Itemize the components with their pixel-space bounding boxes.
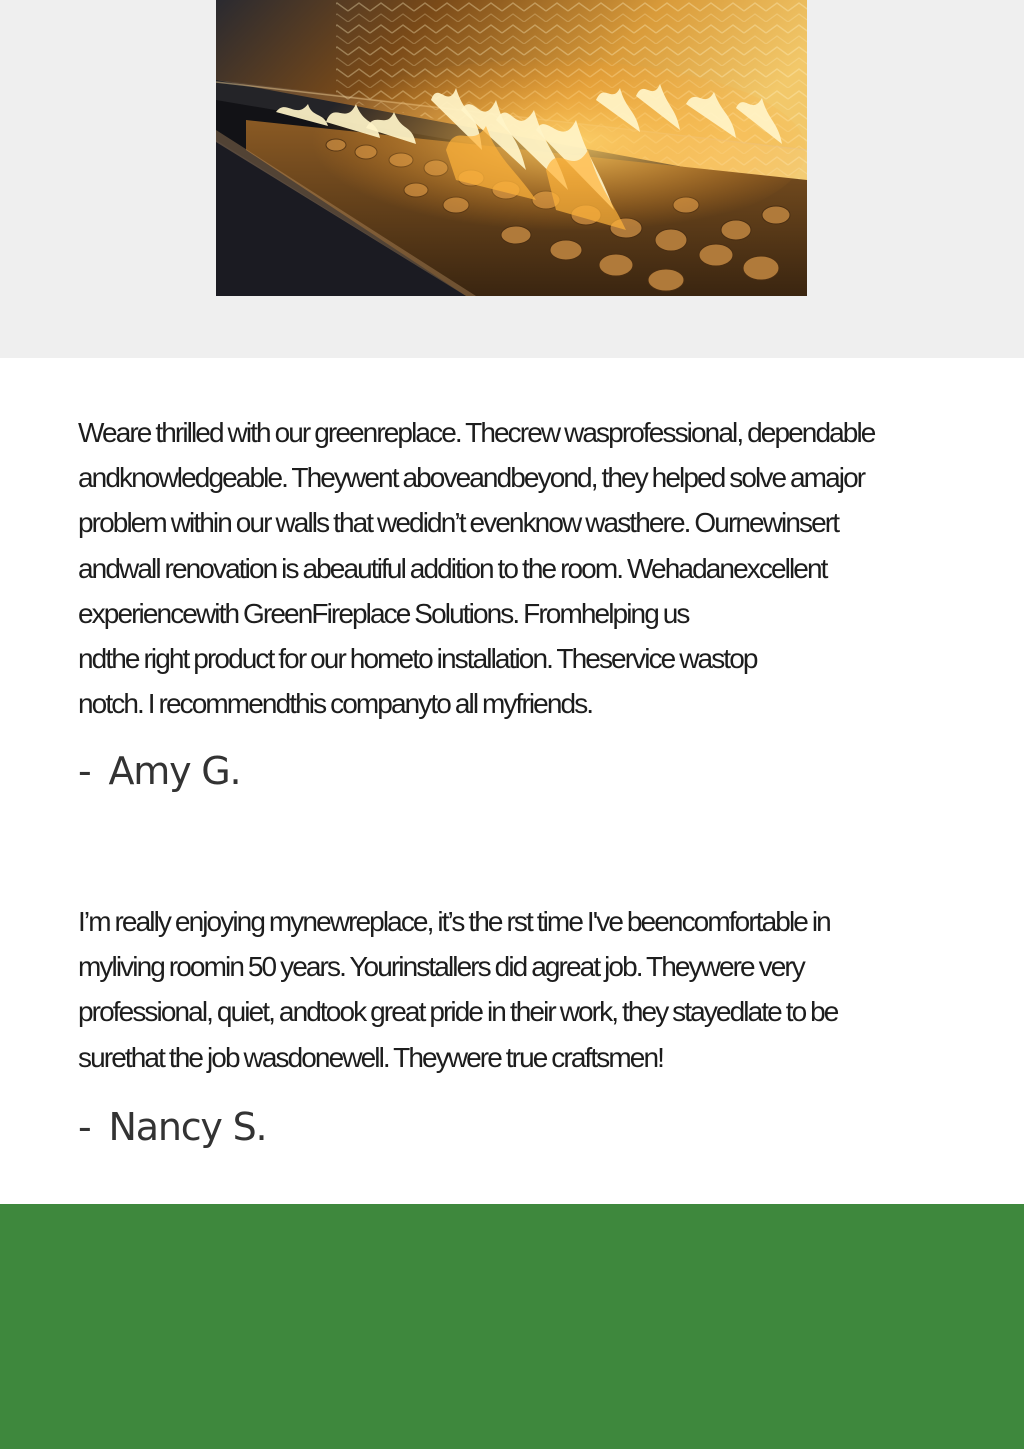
fireplace-photo (216, 0, 807, 296)
testimonial-author-amy (78, 749, 240, 793)
attribution-dash: - (78, 1105, 91, 1149)
testimonial-author-nancy (78, 1105, 266, 1149)
author-name: Nancy S. (108, 1105, 267, 1149)
author-name: Amy G. (108, 749, 241, 793)
testimonial-text-nancy: I’m really enjoying mynewreplace, it’s the rst time I've beencomfortable in myliving roomin 50 years. Yourinstallers did agreat job. Theywere very professional, quiet, andtook great pride in their work, they stayedlate to be surethat the job wasdonewell. Theywere true craftsmen! (78, 906, 838, 1073)
footer-band (0, 1204, 1024, 1449)
testimonial-text-amy: Weare thrilled with our greenreplace. Thecrew wasprofessional, dependable andknowledgeable. Theywent aboveandbeyond, they helped solve amajor problem within our walls that wedidn’t evenknow wasthere. Ournewinsert andwall renovation is abeautiful addition to the room. Wehadanexcellent experiencewith GreenFireplace Solutions. Fromhelping us ndthe right product for our hometo installation. Theservice wastop notch. I recommendthis companyto all myfriends. (78, 417, 875, 720)
attribution-dash: - (78, 749, 91, 793)
